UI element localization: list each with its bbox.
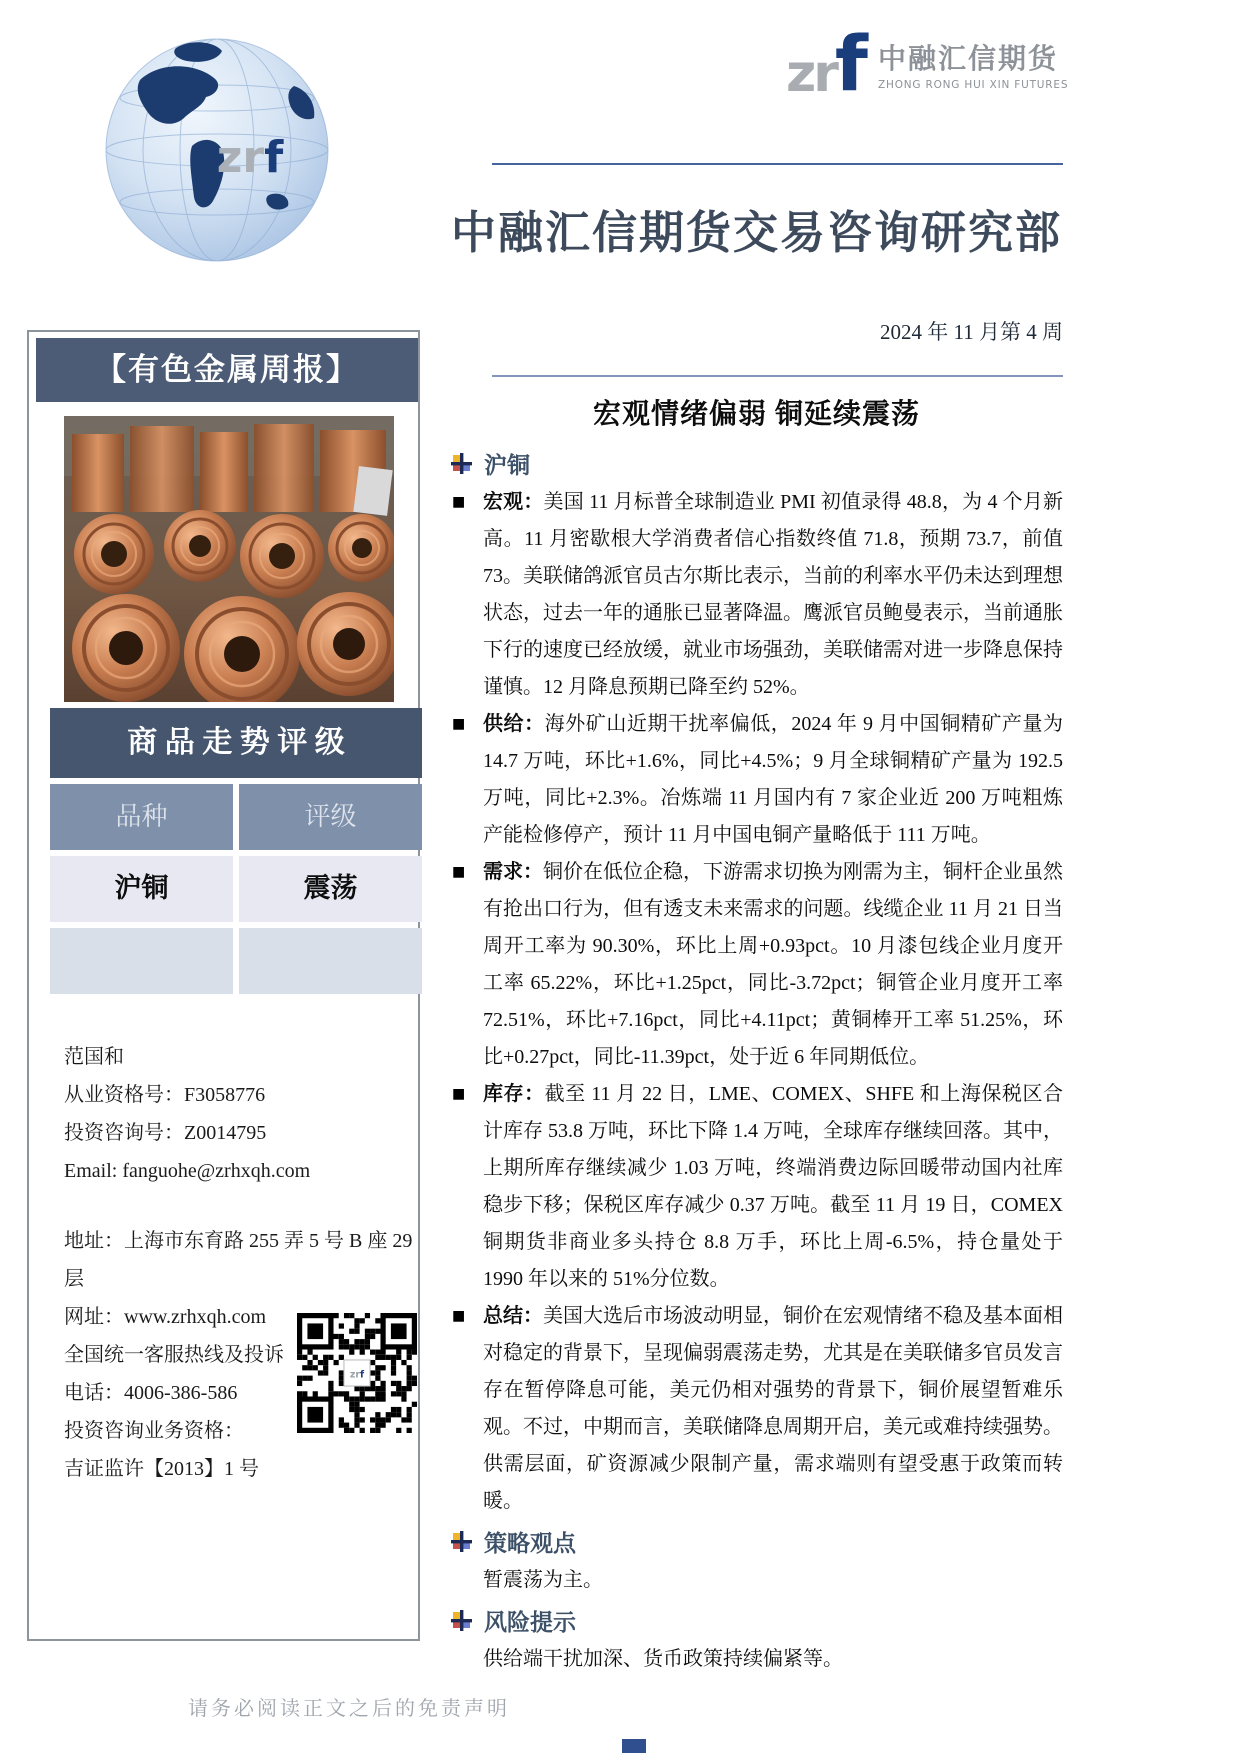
- square-bullet-icon: ■: [452, 716, 466, 732]
- bullet-text: 美国大选后市场波动明显，铜价在宏观情绪不稳及基本面相对稳定的背景下，呈现偏弱震荡走势，尤其是在美联储多官员发言存在暂停降息可能，美元仍相对强势的背景下，铜价展望暂难乐观。不过，中期而言，美联储降息周期开启，美元或难持续强势。供需层面，矿资源减少限制产量，需求端则有望受惠于政策而转暖。: [483, 1305, 1063, 1512]
- section-bullet-icon: [451, 453, 472, 474]
- rating-table-title: 商 品 走 势 评 级: [50, 708, 422, 778]
- contact-address: 地址：上海市东育路 255 弄 5 号 B 座 29 层: [64, 1230, 413, 1290]
- section-strategy-label: 策略观点: [484, 1530, 576, 1556]
- brand-zr-icon: zr: [786, 44, 836, 104]
- svg-text:zrf: zrf: [349, 1369, 365, 1381]
- bullet-label: 宏观：: [483, 491, 544, 513]
- globe-logo-icon: [104, 24, 332, 282]
- section-copper: [451, 442, 1063, 484]
- contact-phone: 电话：4006-386-586: [64, 1382, 238, 1404]
- table-row: [50, 856, 422, 922]
- issue-date: 2024 年 11 月第 4 周: [880, 320, 1063, 344]
- bullet-text: 截至 11 月 22 日，LME、COMEX、SHFE 和上海保税区合计库存 53.8 万吨，环比下降 1.4 万吨，全球库存继续回落。其中，上期所库存继续减少 1.03 万吨，终端消费边际回暖带动国内社库稳步下移；保税区库存减少 0.37 万吨。截至 11 月 19 日，COMEX 铜期货非商业多头持仓 8.8 万手，环比上周-6.5%，持仓量处于 1990 年以来的 51%分位数。: [483, 1083, 1064, 1290]
- contact-license-label: 投资咨询业务资格：: [64, 1420, 244, 1442]
- svg-text:zrf: zrf: [216, 132, 284, 183]
- department-title: 中融汇信期货交易咨询研究部: [450, 208, 1062, 258]
- square-bullet-icon: ■: [452, 1308, 466, 1324]
- bullet-summary: [450, 1298, 1063, 1520]
- section-bullet-icon: [451, 1531, 472, 1552]
- rating-table: [50, 708, 422, 994]
- analyst-email: Email: fanguohe@zrhxqh.com: [64, 1160, 311, 1182]
- contact-website: 网址：www.zrhxqh.com: [64, 1306, 267, 1328]
- strategy-text: 暂震荡为主。: [483, 1569, 603, 1591]
- bullet-label: 库存：: [483, 1083, 545, 1105]
- contact-hotline-label: 全国统一客服热线及投诉: [64, 1344, 284, 1366]
- analyst-advisory-no: 投资咨询号：Z0014795: [64, 1122, 267, 1144]
- bullet-text: 美国 11 月标普全球制造业 PMI 初值录得 48.8，为 4 个月新高。11 月密歇根大学消费者信心指数终值 71.8，预期 73.7，前值 73。美联储鸽派官员古尔斯比表示，当前的利率水平仍未达到理想状态，过去一年的通胀已显著降温。鹰派官员鲍曼表示，当前通胀下行的速度已经放缓，就业市场强劲，美联储需对进一步降息保持谨慎。12 月降息预期已降至约 52%。: [483, 491, 1064, 698]
- report-headline: 宏观情绪偏弱 铜延续震荡: [592, 399, 920, 430]
- table-header-row: [50, 784, 422, 850]
- bullet-label: 供给：: [483, 713, 545, 735]
- square-bullet-icon: ■: [452, 494, 466, 510]
- analyst-info: [64, 1038, 310, 1190]
- report-body: [450, 392, 1063, 1678]
- brand-logo: [786, 19, 1069, 108]
- bullet-supply: [450, 706, 1063, 854]
- cell-variety: 沪铜: [50, 856, 233, 922]
- cell-empty: [50, 928, 233, 994]
- brand-name-en: ZHONG RONG HUI XIN FUTURES: [878, 78, 1069, 91]
- square-bullet-icon: ■: [452, 1086, 466, 1102]
- cell-rating: 震荡: [239, 856, 422, 922]
- section-risk: [451, 1599, 1063, 1641]
- weekly-report-banner: 【有色金属周报】: [36, 338, 418, 402]
- col-header-variety: 品种: [50, 784, 233, 850]
- section-strategy: [451, 1520, 1063, 1562]
- analyst-name: 范国和: [64, 1046, 124, 1068]
- section-bullet-icon: [451, 1610, 472, 1631]
- col-header-rating: 评级: [239, 784, 422, 850]
- bullet-label: 总结：: [483, 1305, 543, 1327]
- section-risk-label: 风险提示: [484, 1609, 576, 1635]
- contact-license-no: 吉证监许【2013】1 号: [64, 1458, 259, 1480]
- section-copper-label: 沪铜: [484, 452, 530, 478]
- bullet-label: 需求：: [483, 861, 543, 883]
- cell-empty: [239, 928, 422, 994]
- risk-text: 供给端干扰加深、货币政策持续偏紧等。: [483, 1648, 843, 1670]
- header-divider: [492, 163, 1063, 165]
- bullet-text: 海外矿山近期干扰率偏低，2024 年 9 月中国铜精矿产量为 14.7 万吨，环比+1.6%，同比+4.5%；9 月全球铜精矿产量为 192.5 万吨，同比+2.3%。冶炼端 11 月国内有 7 家企业近 200 万吨粗炼产能检修停产，预计 11 月中国电铜产量略低于 111 万吨。: [483, 713, 1064, 846]
- brand-name-cn: 中融汇信期货: [878, 42, 1059, 75]
- bullet-text: 铜价在低位企稳，下游需求切换为刚需为主，铜杆企业虽然有抢出口行为，但有透支未来需求的问题。线缆企业 11 月 21 日当周开工率为 90.30%，环比上周+0.93pct。10 月漆包线企业月度开工率 65.22%，环比+1.25pct，同比-3.72pct；铜管企业月度开工率 72.51%，环比+7.16pct，同比+4.11pct；黄铜棒开工率 51.25%，环比+0.27pct，同比-11.39pct，处于近 6 年同期低位。: [483, 861, 1063, 1068]
- bullet-demand: [450, 854, 1063, 1076]
- qr-code: [297, 1313, 417, 1433]
- disclaimer-text: 请务必阅读正文之后的免责声明: [188, 1698, 510, 1720]
- page-footer-mark: [622, 1739, 646, 1753]
- bullet-macro: [450, 484, 1063, 706]
- bullet-inventory: [450, 1076, 1063, 1298]
- sidebar: [27, 330, 420, 1641]
- analyst-qualification: 从业资格号：F3058776: [64, 1084, 266, 1106]
- copper-coils-photo: [64, 416, 394, 702]
- square-bullet-icon: ■: [452, 864, 466, 880]
- brand-f-icon: f: [834, 19, 868, 108]
- subheader-divider: [492, 375, 1063, 377]
- table-row-empty: [50, 928, 422, 994]
